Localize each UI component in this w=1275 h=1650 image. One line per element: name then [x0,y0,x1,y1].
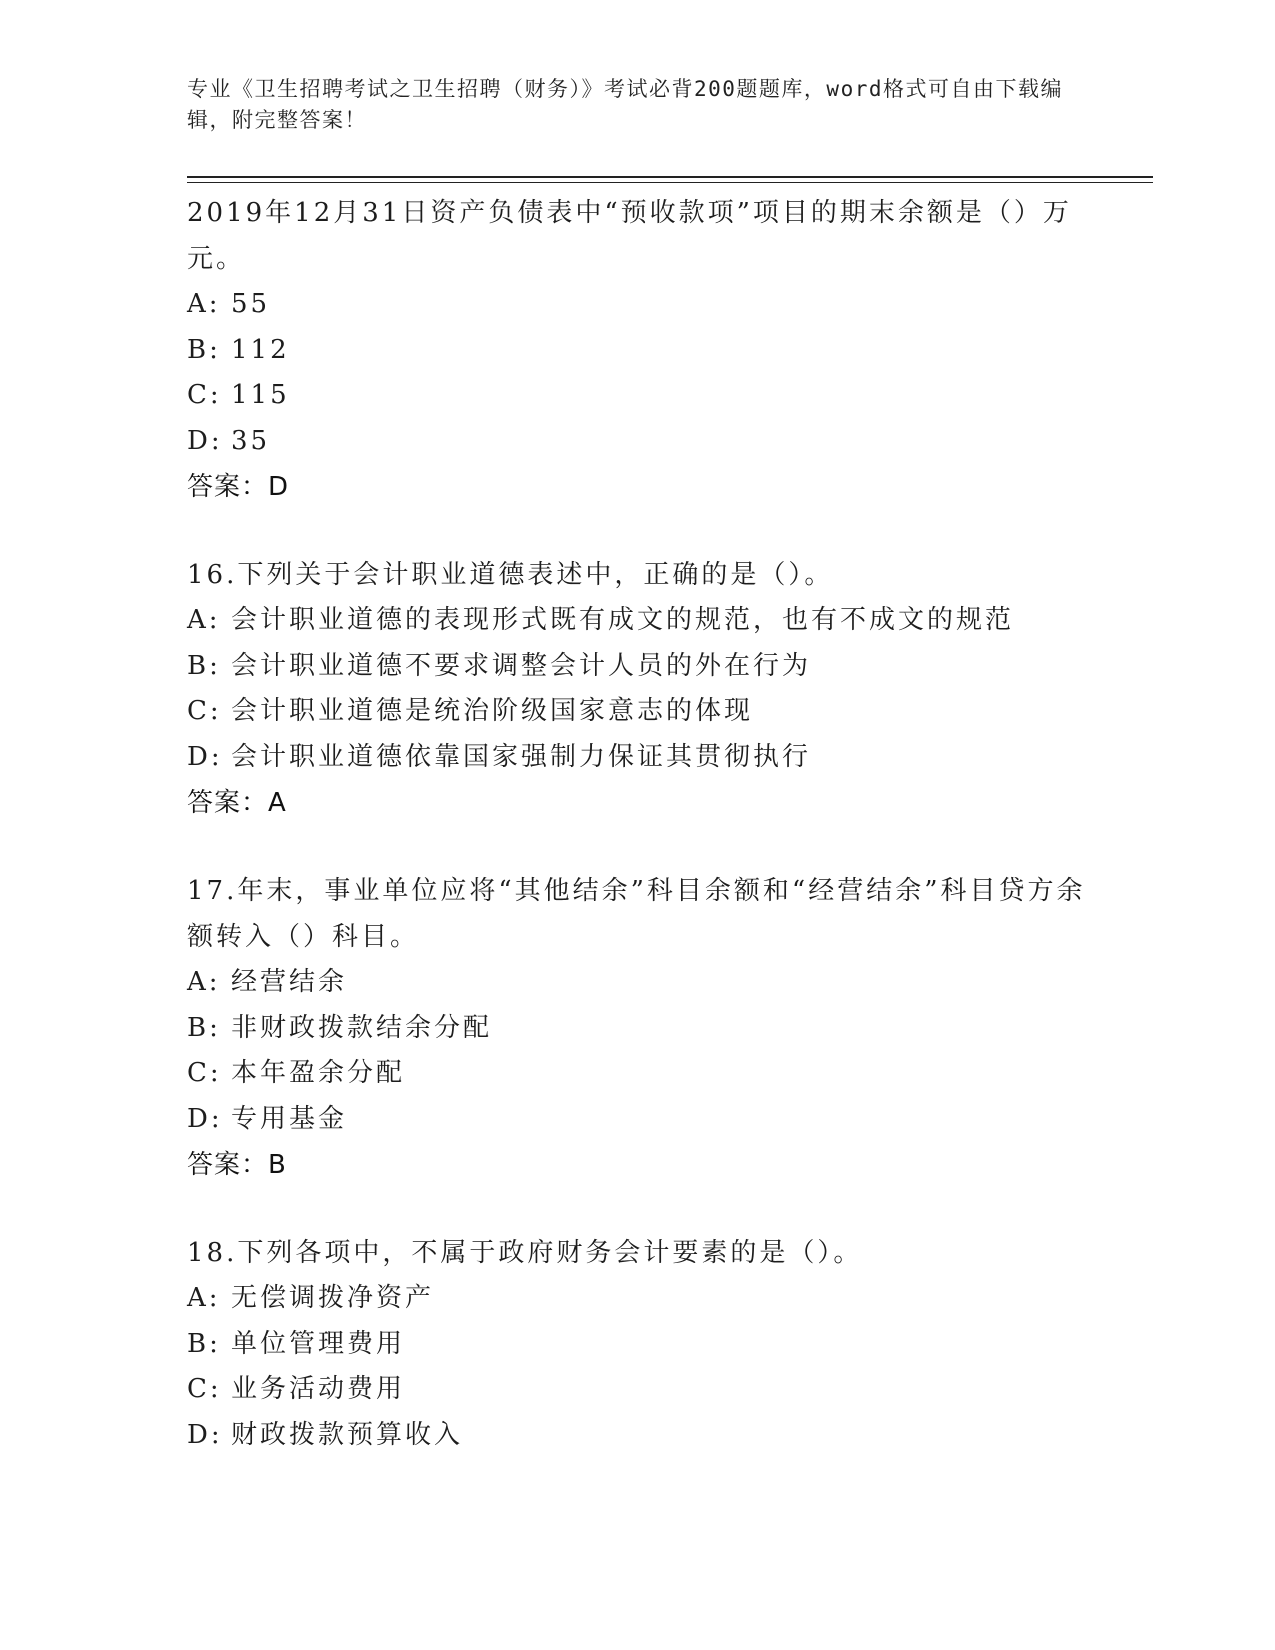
option-text: 财政拨款预算收入 [231,1419,464,1450]
option-letter: A: [187,289,221,319]
option-letter: A: [187,967,221,997]
option-text: 非财政拨款结余分配 [231,1012,493,1043]
option-letter: C: [187,1374,222,1404]
option-a [187,282,1087,328]
option-letter: C: [187,696,222,726]
document-title: 专业《卫生招聘考试之卫生招聘（财务）》考试必背200题题库，word格式可自由下载编辑，附完整答案！ [187,77,1063,132]
option-b [187,1322,1087,1368]
option-letter: B: [187,1012,221,1043]
option-a [187,1276,1087,1322]
option-letter: B: [187,1328,221,1359]
answer-line: 答案：A [187,788,287,818]
option-text: 会计职业道德的表现形式既有成文的规范，也有不成文的规范 [231,605,1015,635]
option-b [187,328,1087,374]
option-c [187,1051,1087,1097]
option-a [187,598,1087,644]
option-d [187,735,1087,781]
option-text: 无偿调拨净资产 [231,1283,435,1313]
option-a [187,960,1087,1006]
question-text: 18.下列各项中，不属于政府财务会计要素的是（）。 [187,1238,863,1268]
option-letter: C: [187,380,222,410]
option-text: 会计职业道德是统治阶级国家意志的体现 [231,696,754,726]
option-d [187,1413,1087,1459]
option-letter: B: [187,334,221,365]
header-divider-thick [187,176,1153,178]
option-c [187,1367,1087,1413]
option-b [187,644,1087,690]
option-text: 专用基金 [231,1103,348,1134]
question-block [187,1230,1087,1458]
option-b [187,1006,1087,1052]
option-text: 55 [231,289,271,319]
option-letter: D: [187,1103,223,1134]
answer-line: 答案：B [187,1150,287,1180]
option-c [187,373,1087,419]
option-letter: D: [187,425,223,456]
option-text: 35 [231,425,271,456]
option-text: 115 [231,380,290,410]
option-d [187,1097,1087,1143]
question-list [187,190,1087,1458]
option-letter: D: [187,741,223,772]
question-text: 16.下列关于会计职业道德表述中，正确的是（）。 [187,560,834,590]
question-block [187,552,1087,826]
option-text: 本年盈余分配 [231,1058,406,1088]
option-letter: B: [187,650,221,681]
option-letter: A: [187,605,221,635]
option-text: 112 [231,334,290,365]
document-header [187,74,1067,136]
option-text: 会计职业道德不要求调整会计人员的外在行为 [231,650,812,681]
option-d [187,419,1087,465]
answer-line: 答案：D [187,472,290,502]
option-letter: A: [187,1283,221,1313]
option-text: 会计职业道德依靠国家强制力保证其贯彻执行 [231,741,812,772]
option-letter: C: [187,1058,222,1088]
option-c [187,689,1087,735]
question-block [187,190,1087,510]
option-letter: D: [187,1419,223,1450]
option-text: 经营结余 [231,967,348,997]
question-text: 2019年12月31日资产负债表中“预收款项”项目的期末余额是（）万元。 [187,198,1072,274]
option-text: 单位管理费用 [231,1328,406,1359]
question-text: 17.年末，事业单位应将“其他结余”科目余额和“经营结余”科目贷方余额转入（）科目。 [187,876,1086,952]
question-block [187,868,1087,1188]
header-divider-thin [187,182,1153,183]
option-text: 业务活动费用 [231,1374,406,1404]
